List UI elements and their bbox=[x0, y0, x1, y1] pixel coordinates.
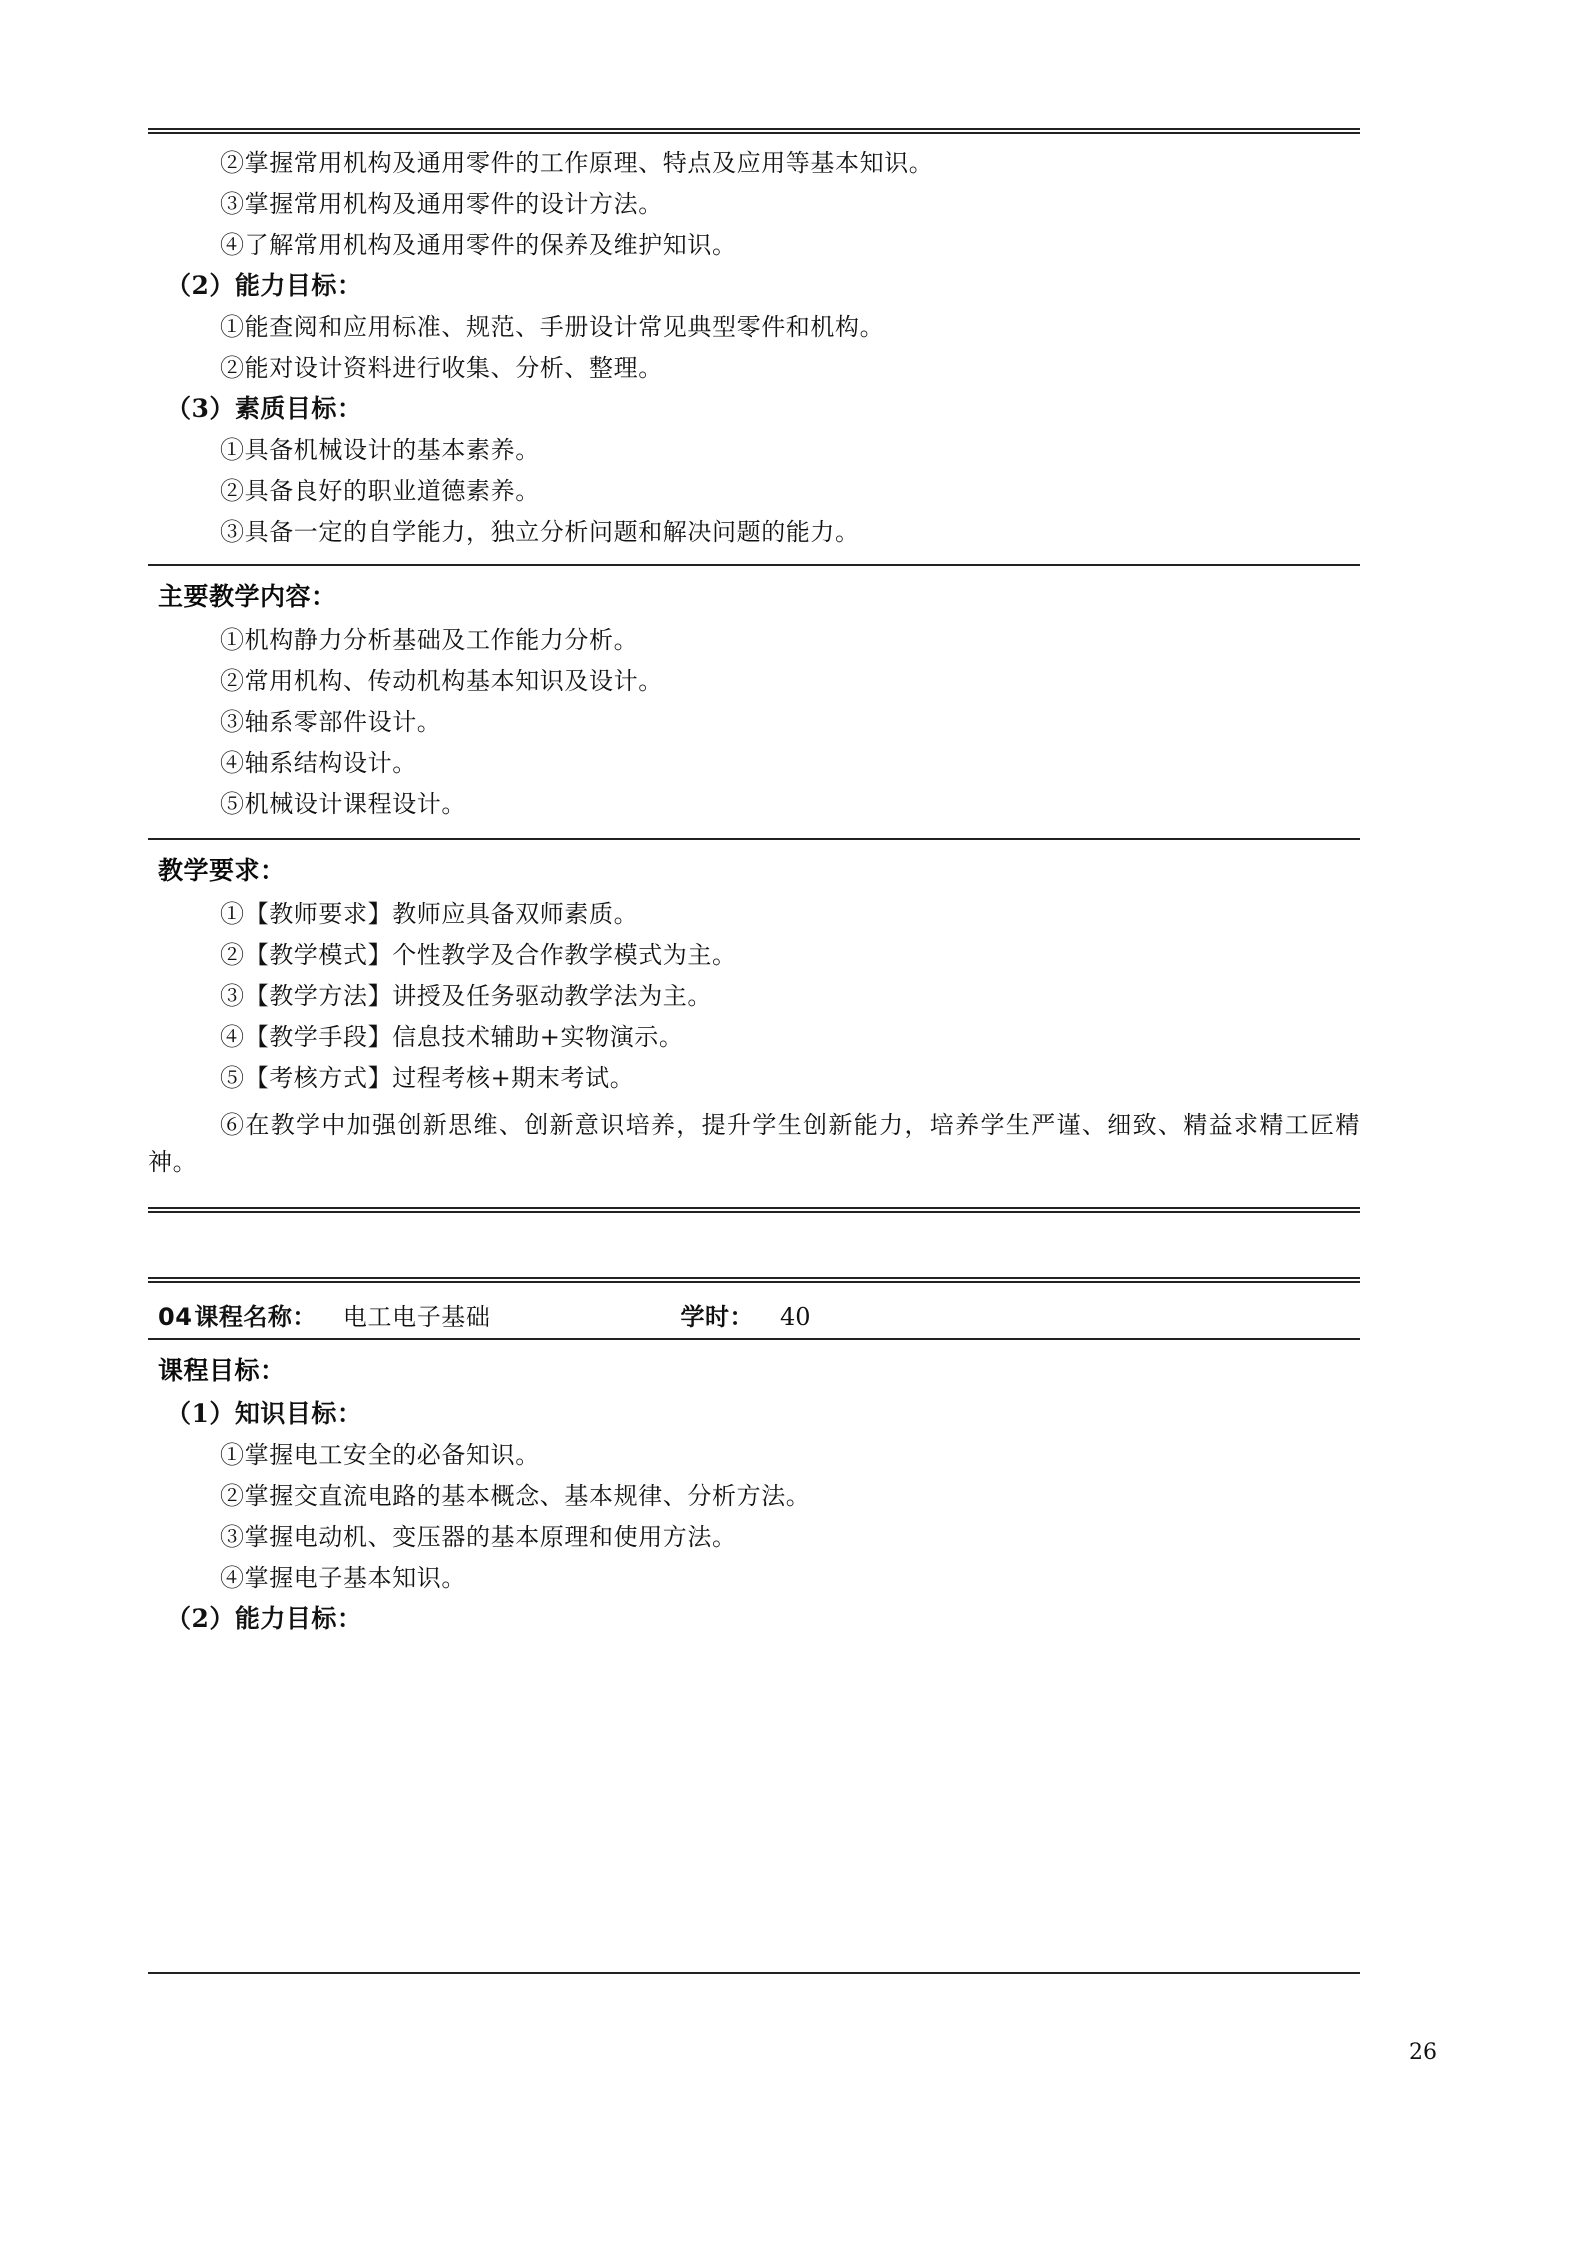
list-item: ⑥在教学中加强创新思维、创新意识培养，提升学生创新能力，培养学生严谨、细致、精益求精工匠精神。 bbox=[148, 1111, 1360, 1177]
list-item: ④【教学手段】信息技术辅助+实物演示。 bbox=[220, 1023, 684, 1051]
ability-objectives-heading-04: （2）能力目标： bbox=[166, 1604, 363, 1634]
list-item: ④掌握电子基本知识。 bbox=[220, 1564, 466, 1593]
course-objectives-heading: 课程目标： bbox=[158, 1356, 286, 1386]
page-bottom-rule-wrap bbox=[148, 1972, 1360, 1974]
list-item: ②能对设计资料进行收集、分析、整理。 bbox=[220, 354, 663, 382]
list-item: ①【教师要求】教师应具备双师素质。 bbox=[220, 900, 639, 928]
list-item: ④了解常用机构及通用零件的保养及维护知识。 bbox=[220, 231, 737, 259]
list-item: ③具备一定的自学能力，独立分析问题和解决问题的能力。 bbox=[220, 518, 860, 546]
page-content bbox=[148, 128, 1360, 1634]
quality-objectives-heading: （3）素质目标： bbox=[166, 394, 363, 423]
block-spacer bbox=[148, 1213, 1360, 1277]
list-item: ③掌握常用机构及通用零件的设计方法。 bbox=[220, 190, 663, 218]
knowledge-objectives-heading: （1）知识目标： bbox=[166, 1399, 363, 1429]
page-bottom-rule bbox=[148, 1972, 1360, 1974]
list-item: ①机构静力分析基础及工作能力分析。 bbox=[220, 626, 639, 654]
main-content-heading: 主要教学内容： bbox=[158, 582, 337, 611]
course-hours-label: 学时： bbox=[680, 1303, 755, 1332]
course-number: 04 bbox=[158, 1303, 193, 1332]
list-item: ②【教学模式】个性教学及合作教学模式为主。 bbox=[220, 941, 737, 969]
list-item: ②掌握常用机构及通用零件的工作原理、特点及应用等基本知识。 bbox=[220, 149, 934, 177]
course-hours-value: 40 bbox=[780, 1303, 811, 1332]
ability-objectives-heading: （2）能力目标： bbox=[166, 271, 363, 300]
list-item: ⑤机械设计课程设计。 bbox=[220, 790, 466, 818]
list-item: ②常用机构、传动机构基本知识及设计。 bbox=[220, 667, 663, 695]
teaching-requirements-heading: 教学要求： bbox=[158, 856, 286, 885]
list-item: ②掌握交直流电路的基本概念、基本规律、分析方法。 bbox=[220, 1482, 811, 1511]
page-number: 26 bbox=[1409, 2040, 1437, 2065]
list-item: ③掌握电动机、变压器的基本原理和使用方法。 bbox=[220, 1523, 737, 1552]
list-item: ④轴系结构设计。 bbox=[220, 749, 417, 777]
list-item: ⑤【考核方式】过程考核+期末考试。 bbox=[220, 1064, 635, 1092]
course-name-label: 课程名称： bbox=[194, 1303, 317, 1332]
list-item: ②具备良好的职业道德素养。 bbox=[220, 477, 540, 505]
course-name-value: 电工电子基础 bbox=[342, 1303, 491, 1332]
list-item: ③【教学方法】讲授及任务驱动教学法为主。 bbox=[220, 982, 712, 1010]
list-item: ①掌握电工安全的必备知识。 bbox=[220, 1441, 540, 1470]
list-item: ①具备机械设计的基本素养。 bbox=[220, 436, 540, 464]
list-item: ①能查阅和应用标准、规范、手册设计常见典型零件和机构。 bbox=[220, 313, 885, 341]
course-header-row bbox=[148, 1283, 1360, 1338]
list-item: ③轴系零部件设计。 bbox=[220, 708, 442, 736]
